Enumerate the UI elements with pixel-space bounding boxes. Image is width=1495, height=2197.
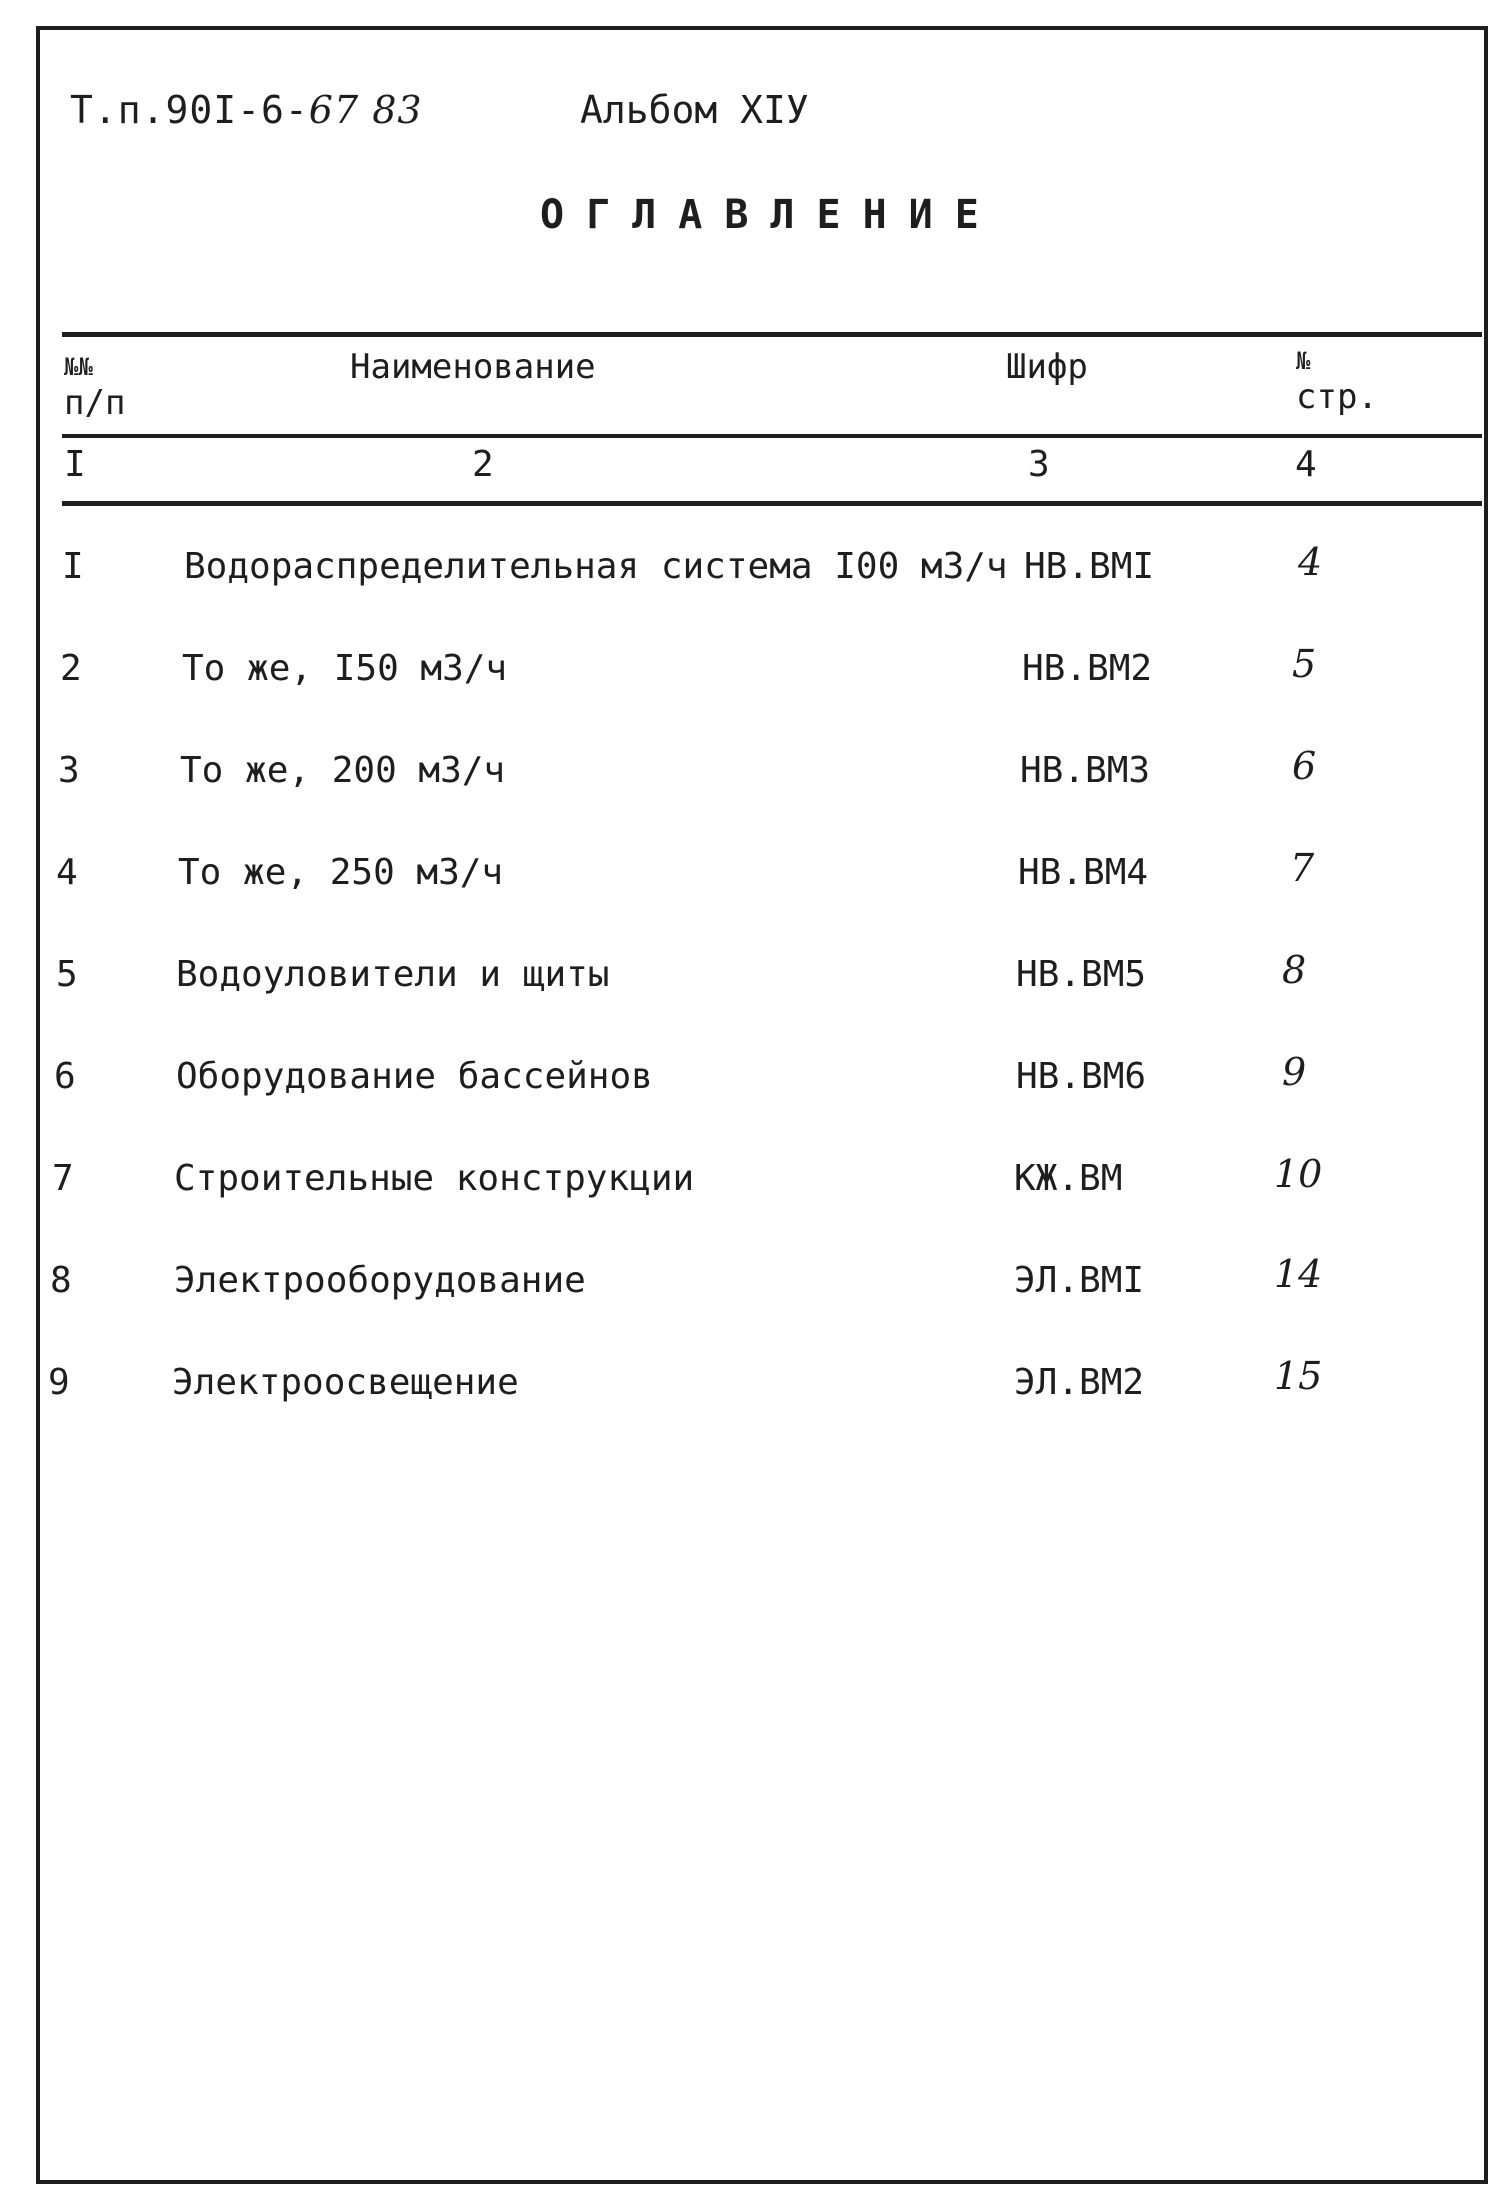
row-page: 15 bbox=[1274, 1354, 1323, 1398]
row-number: 9 bbox=[48, 1362, 70, 1403]
row-page: 4 bbox=[1298, 540, 1323, 584]
column-number-2: 2 bbox=[472, 444, 494, 485]
row-number: 8 bbox=[50, 1260, 72, 1301]
row-code: НВ.ВМI bbox=[1024, 546, 1155, 587]
row-page: 10 bbox=[1274, 1152, 1323, 1196]
row-code: НВ.ВМ6 bbox=[1016, 1056, 1147, 1097]
row-name: Оборудование бассейнов bbox=[176, 1056, 653, 1097]
header-name: Наименование bbox=[350, 347, 596, 387]
row-code: НВ.ВМ5 bbox=[1016, 954, 1147, 995]
row-code: НВ.ВМ3 bbox=[1020, 750, 1151, 791]
row-name: То же, I50 м3/ч bbox=[182, 648, 508, 689]
table-row bbox=[0, 1152, 1495, 1218]
table-top-rule bbox=[62, 332, 1482, 337]
table-row bbox=[0, 642, 1495, 708]
row-page: 9 bbox=[1282, 1050, 1307, 1094]
row-code: КЖ.ВМ bbox=[1014, 1158, 1123, 1199]
row-number: 3 bbox=[58, 750, 80, 791]
row-name: Водоуловители и щиты bbox=[176, 954, 610, 995]
table-row bbox=[0, 948, 1495, 1014]
row-page: 7 bbox=[1290, 846, 1315, 890]
header-page-line2: стр. bbox=[1296, 377, 1378, 417]
row-code: НВ.ВМ2 bbox=[1022, 648, 1153, 689]
project-code-handwritten: 67 83 bbox=[308, 88, 423, 132]
header-number-line2: п/п bbox=[64, 383, 126, 423]
table-row bbox=[0, 1050, 1495, 1116]
row-code: ЭЛ.ВМI bbox=[1014, 1260, 1145, 1301]
header-page-line1: № bbox=[1296, 347, 1311, 375]
column-number-rule bbox=[62, 501, 1482, 506]
row-name: Строительные конструкции bbox=[174, 1158, 695, 1199]
table-row bbox=[0, 540, 1495, 606]
column-number-1: I bbox=[64, 444, 86, 485]
table-row bbox=[0, 744, 1495, 810]
table-row bbox=[0, 846, 1495, 912]
album-label: Альбом XIУ bbox=[580, 88, 809, 132]
header-divider-rule bbox=[62, 434, 1482, 438]
row-name: Электроосвещение bbox=[172, 1362, 519, 1403]
row-name: Водораспределительная система I00 м3/ч bbox=[184, 546, 1008, 587]
project-code bbox=[70, 88, 423, 132]
column-number-4: 4 bbox=[1295, 444, 1317, 485]
table-row bbox=[0, 1354, 1495, 1422]
row-number: 6 bbox=[54, 1056, 76, 1097]
row-page: 14 bbox=[1274, 1252, 1323, 1296]
row-page: 5 bbox=[1292, 642, 1317, 686]
row-number: 2 bbox=[60, 648, 82, 689]
document-title: ОГЛАВЛЕНИЕ bbox=[540, 192, 1001, 238]
project-code-prefix: Т.п.90I-6- bbox=[70, 88, 309, 132]
header-code: Шифр bbox=[1006, 347, 1088, 387]
row-page: 6 bbox=[1292, 744, 1317, 788]
row-name: То же, 250 м3/ч bbox=[178, 852, 504, 893]
row-name: То же, 200 м3/ч bbox=[180, 750, 506, 791]
row-number: I bbox=[62, 546, 84, 587]
column-number-3: 3 bbox=[1028, 444, 1050, 485]
header-number bbox=[64, 352, 144, 424]
header-number-line1: №№ bbox=[64, 353, 93, 381]
table-row bbox=[0, 1252, 1495, 1320]
row-number: 7 bbox=[52, 1158, 74, 1199]
row-name: Электрооборудование bbox=[174, 1260, 586, 1301]
header-page bbox=[1296, 346, 1386, 418]
row-number: 4 bbox=[56, 852, 78, 893]
row-number: 5 bbox=[56, 954, 78, 995]
row-page: 8 bbox=[1282, 948, 1307, 992]
row-code: НВ.ВМ4 bbox=[1018, 852, 1149, 893]
row-code: ЭЛ.ВМ2 bbox=[1014, 1362, 1145, 1403]
